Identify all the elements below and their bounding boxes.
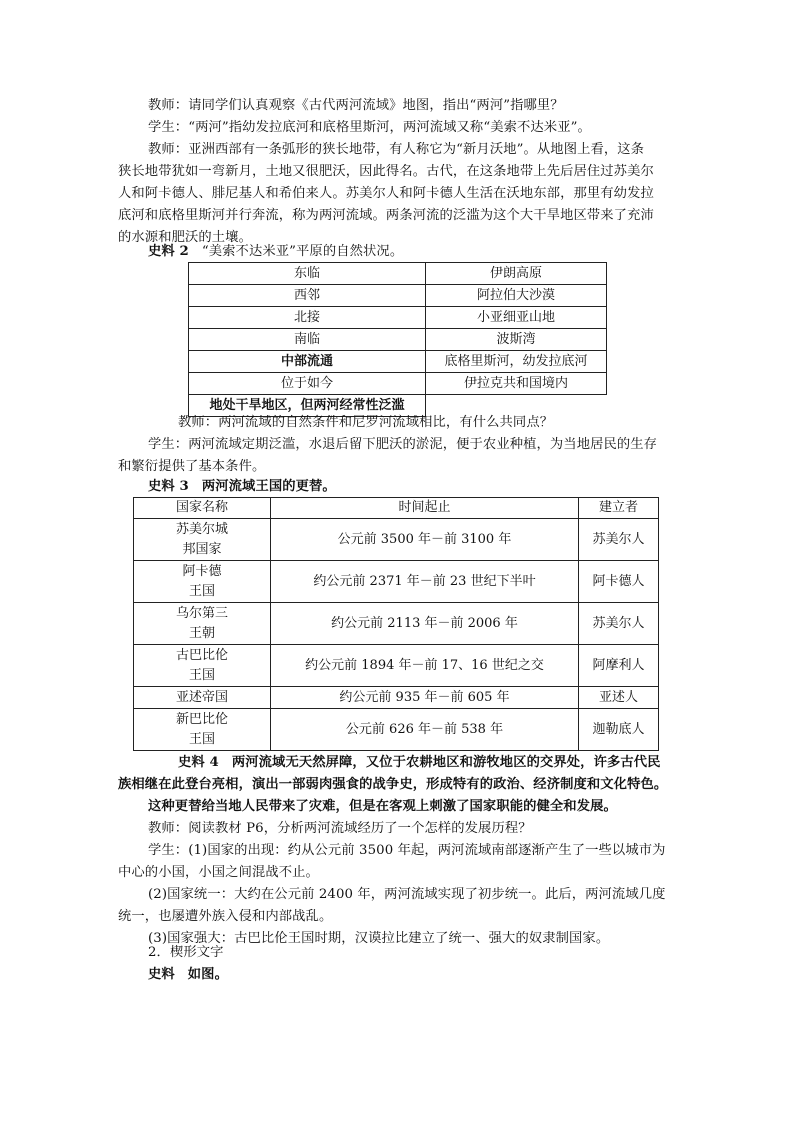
- table-cell-time: 公元前 3500 年－前 3100 年: [271, 519, 579, 561]
- table-row: [134, 561, 659, 603]
- table-cell-time: 约公元前 2371 年－前 23 世纪下半叶: [271, 561, 579, 603]
- name-line-1: 古巴比伦: [175, 647, 228, 663]
- source-3-title: 两河流域王国的更替。: [201, 479, 336, 494]
- table-cell: 中部流通: [189, 351, 426, 373]
- source-4-line-3: 这种更替给当地人民带来了灾难，但是在客观上刺激了国家职能的健全和发展。: [148, 799, 617, 814]
- table-cell: 南临: [189, 329, 426, 351]
- student-answer-2-line-1: 学生：两河流域定期泛滥，水退后留下肥沃的淤泥，便于农业种植，为当地居民的生存: [148, 437, 658, 452]
- table-row: [189, 307, 607, 329]
- source-3-heading: [148, 478, 336, 496]
- table-cell: 波斯湾: [426, 329, 607, 351]
- source-3-label: 史料 3: [148, 479, 189, 494]
- table-row: [134, 709, 659, 751]
- table-row: [134, 645, 659, 687]
- table-cell: 东临: [189, 263, 426, 285]
- table-header-cell: 国家名称: [134, 498, 271, 519]
- table-row: [189, 263, 607, 285]
- name-line-1: 阿卡德: [182, 563, 222, 579]
- table-cell-name: [134, 561, 271, 603]
- table-cell-founder: 亚述人: [579, 687, 659, 709]
- table-cell: 阿拉伯大沙漠: [426, 285, 607, 307]
- name-line-1: 新巴比伦: [175, 711, 228, 727]
- teacher-explanation-line-5: 的水源和肥沃的土壤。: [118, 230, 252, 245]
- name-line-2: 王朝: [188, 625, 215, 641]
- student-answer-3-line-3: (2)国家统一：大约在公元前 2400 年，两河流域实现了初步统一。此后，两河流域几度: [148, 887, 666, 902]
- name-line-1: 乌尔第三: [175, 605, 228, 621]
- teacher-question-1: 教师：请同学们认真观察《古代两河流域》地图，指出“两河”指哪里？: [148, 98, 564, 113]
- table-header-row: [134, 498, 659, 519]
- student-answer-3-line-2: 中心的小国，小国之间混战不止。: [118, 865, 319, 880]
- source-3-table: [133, 497, 659, 751]
- student-answer-2-line-2: 和繁衍提供了基本条件。: [118, 459, 266, 474]
- student-answer-1: 学生：“两河”指幼发拉底河和底格里斯河，两河流域又称“美索不达米亚”。: [148, 120, 591, 135]
- source-2-table: [188, 262, 607, 417]
- source-2-label: 史料 2: [148, 244, 189, 259]
- table-cell-founder: 阿摩利人: [579, 645, 659, 687]
- name-line-1: 苏美尔城: [175, 521, 228, 537]
- table-header-cell: 时间起止: [271, 498, 579, 519]
- table-cell-name: [134, 709, 271, 751]
- table-cell: 西邻: [189, 285, 426, 307]
- table-cell-time: 约公元前 1894 年－前 17、16 世纪之交: [271, 645, 579, 687]
- table-cell-name: [134, 603, 271, 645]
- table-header-cell: 建立者: [579, 498, 659, 519]
- student-answer-3-line-1: 学生：(1)国家的出现：约从公元前 3500 年起，两河流域南部逐渐产生了一些以城市为: [148, 843, 666, 858]
- source-2-title: “美索不达米亚”平原的自然状况。: [201, 244, 404, 259]
- table-cell-time: 公元前 626 年－前 538 年: [271, 709, 579, 751]
- teacher-question-3: 教师：阅读教材 P6，分析两河流域经历了一个怎样的发展历程？: [148, 821, 532, 836]
- student-answer-3-line-5: (3)国家强大：古巴比伦王国时期，汉谟拉比建立了统一、强大的奴隶制国家。: [148, 931, 610, 946]
- table-cell-founder: 阿卡德人: [579, 561, 659, 603]
- teacher-explanation-line-3: 人和阿卡德人、腓尼基人和希伯来人。苏美尔人和阿卡德人生活在沃地东部，那里有幼发拉: [118, 186, 654, 201]
- teacher-explanation-line-1: 教师：亚洲西部有一条弧形的狭长地带，有人称它为“新月沃地”。从地图上看，这条: [148, 142, 645, 157]
- source-4-line-1: [178, 754, 661, 772]
- table-row: [189, 373, 607, 395]
- table-cell-name: [134, 519, 271, 561]
- table-cell: 地处干旱地区，但两河经常性泛滥: [189, 395, 426, 417]
- table-row: [189, 329, 607, 351]
- table-row: [189, 351, 607, 373]
- table-row: [134, 519, 659, 561]
- student-answer-3-line-4: 统一，也屡遭外族入侵和内部战乱。: [118, 909, 333, 924]
- table-cell-founder: 迦勒底人: [579, 709, 659, 751]
- table-cell-time: 约公元前 935 年－前 605 年: [271, 687, 579, 709]
- table-row: [134, 603, 659, 645]
- source-cuneiform: [148, 966, 228, 984]
- teacher-explanation-line-4: 底河和底格里斯河并行奔流，称为两河流域。两条河流的泛滥为这个大干旱地区带来了充沛: [118, 208, 654, 223]
- table-cell: 伊拉克共和国境内: [426, 373, 607, 395]
- section-heading-cuneiform: 2．楔形文字: [148, 945, 224, 960]
- teacher-explanation-line-2: 狭长地带犹如一弯新月，土地又很肥沃，因此得名。古代，在这条地带上先后居住过苏美尔: [118, 164, 654, 179]
- name-line-2: 邦国家: [182, 541, 222, 557]
- name-line-2: 王国: [188, 667, 215, 683]
- table-cell: 小亚细亚山地: [426, 307, 607, 329]
- source-2-heading: [148, 243, 403, 261]
- table-cell-name: [134, 645, 271, 687]
- name-line-2: 王国: [188, 731, 215, 747]
- table-cell-time: 约公元前 2113 年－前 2006 年: [271, 603, 579, 645]
- table-cell-founder: 苏美尔人: [579, 519, 659, 561]
- table-cell-founder: 苏美尔人: [579, 603, 659, 645]
- table-cell: 伊朗高原: [426, 263, 607, 285]
- table-row: [134, 687, 659, 709]
- source-4-text: 两河流域无天然屏障，又位于农耕地区和游牧地区的交界处，许多古代民: [231, 755, 661, 770]
- source-4-label: 史料 4: [178, 755, 219, 770]
- table-cell-name: 亚述帝国: [134, 687, 271, 709]
- source-text: 如图。: [187, 967, 228, 982]
- table-cell: 底格里斯河，幼发拉底河: [426, 351, 607, 373]
- table-cell: 位于如今: [189, 373, 426, 395]
- source-4-line-2: 族相继在此登台亮相，演出一部弱肉强食的战争史，形成特有的政治、经济制度和文化特色。: [118, 777, 668, 792]
- teacher-question-2: 教师：两河流域的自然条件和尼罗河流域相比，有什么共同点？: [178, 415, 554, 430]
- source-label: 史料: [148, 967, 175, 982]
- table-row: [189, 285, 607, 307]
- name-line-2: 王国: [188, 583, 215, 599]
- table-cell: 北接: [189, 307, 426, 329]
